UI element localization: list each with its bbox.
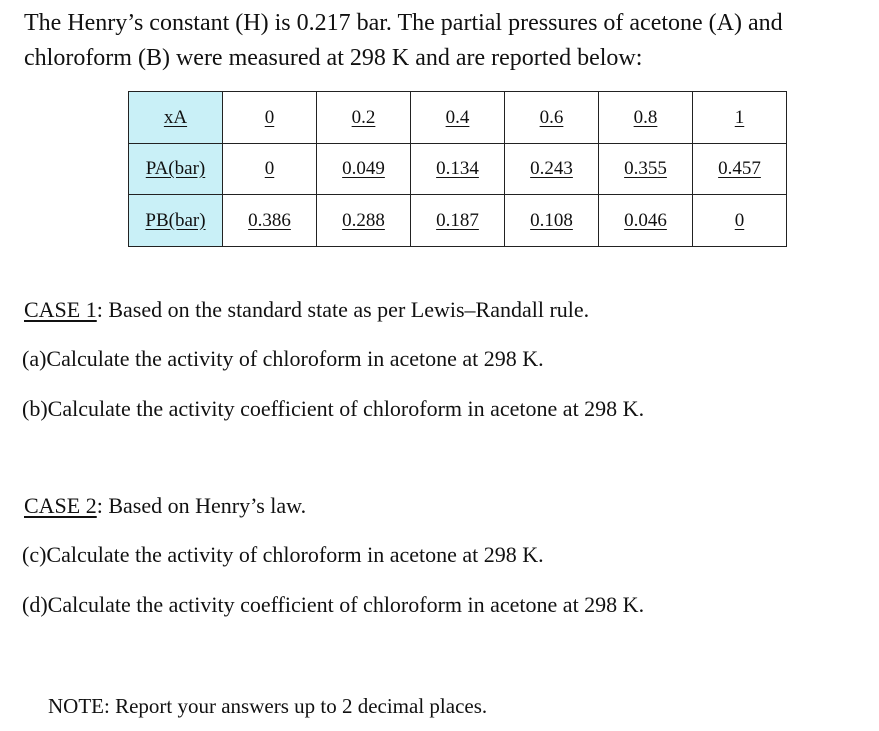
row-label-xa: xA — [129, 92, 223, 144]
table-cell: 0.243 — [505, 144, 599, 195]
table-cell: 0.134 — [411, 144, 505, 195]
table-cell: 0.6 — [505, 92, 599, 144]
table-cell: 0.386 — [223, 195, 317, 247]
table-cell: 0.2 — [317, 92, 411, 144]
intro-line-1: The Henry’s constant (H) is 0.217 bar. The partial pressures of acetone (A) and — [24, 10, 783, 36]
table-cell: 0 — [223, 92, 317, 144]
case-1-text: : Based on the standard state as per Lewis–Randall rule. — [96, 297, 590, 322]
case-2-text: : Based on Henry’s law. — [96, 493, 307, 518]
table-cell: 0 — [223, 144, 317, 195]
table-cell: 0.355 — [599, 144, 693, 195]
table-cell: 0.457 — [693, 144, 787, 195]
case-2-label: CASE 2 — [24, 493, 97, 518]
note-text: NOTE: Report your answers up to 2 decimal places. — [48, 694, 488, 718]
partial-pressure-table — [128, 91, 787, 247]
question-c: (c)Calculate the activity of chloroform in acetone at 298 K. — [22, 542, 544, 567]
table-row-pb — [129, 195, 787, 247]
row-label-pb: PB(bar) — [129, 195, 223, 247]
table-cell: 0.8 — [599, 92, 693, 144]
question-a: (a)Calculate the activity of chloroform in acetone at 298 K. — [22, 346, 544, 371]
case-2-heading — [24, 493, 306, 519]
table-row-pa — [129, 144, 787, 195]
case-1-label: CASE 1 — [24, 297, 97, 322]
table-cell: 0 — [693, 195, 787, 247]
table-cell: 0.187 — [411, 195, 505, 247]
table-cell: 0.049 — [317, 144, 411, 195]
table-row-xa — [129, 92, 787, 144]
table-cell: 0.288 — [317, 195, 411, 247]
question-b: (b)Calculate the activity coefficient of chloroform in acetone at 298 K. — [22, 396, 645, 421]
table-cell: 0.4 — [411, 92, 505, 144]
question-d: (d)Calculate the activity coefficient of chloroform in acetone at 298 K. — [22, 592, 645, 617]
intro-line-2: chloroform (B) were measured at 298 K and are reported below: — [24, 45, 643, 71]
table-cell: 1 — [693, 92, 787, 144]
table-cell: 0.108 — [505, 195, 599, 247]
intro-paragraph — [24, 6, 864, 76]
case-1-heading — [24, 297, 589, 323]
row-label-pa: PA(bar) — [129, 144, 223, 195]
table-cell: 0.046 — [599, 195, 693, 247]
